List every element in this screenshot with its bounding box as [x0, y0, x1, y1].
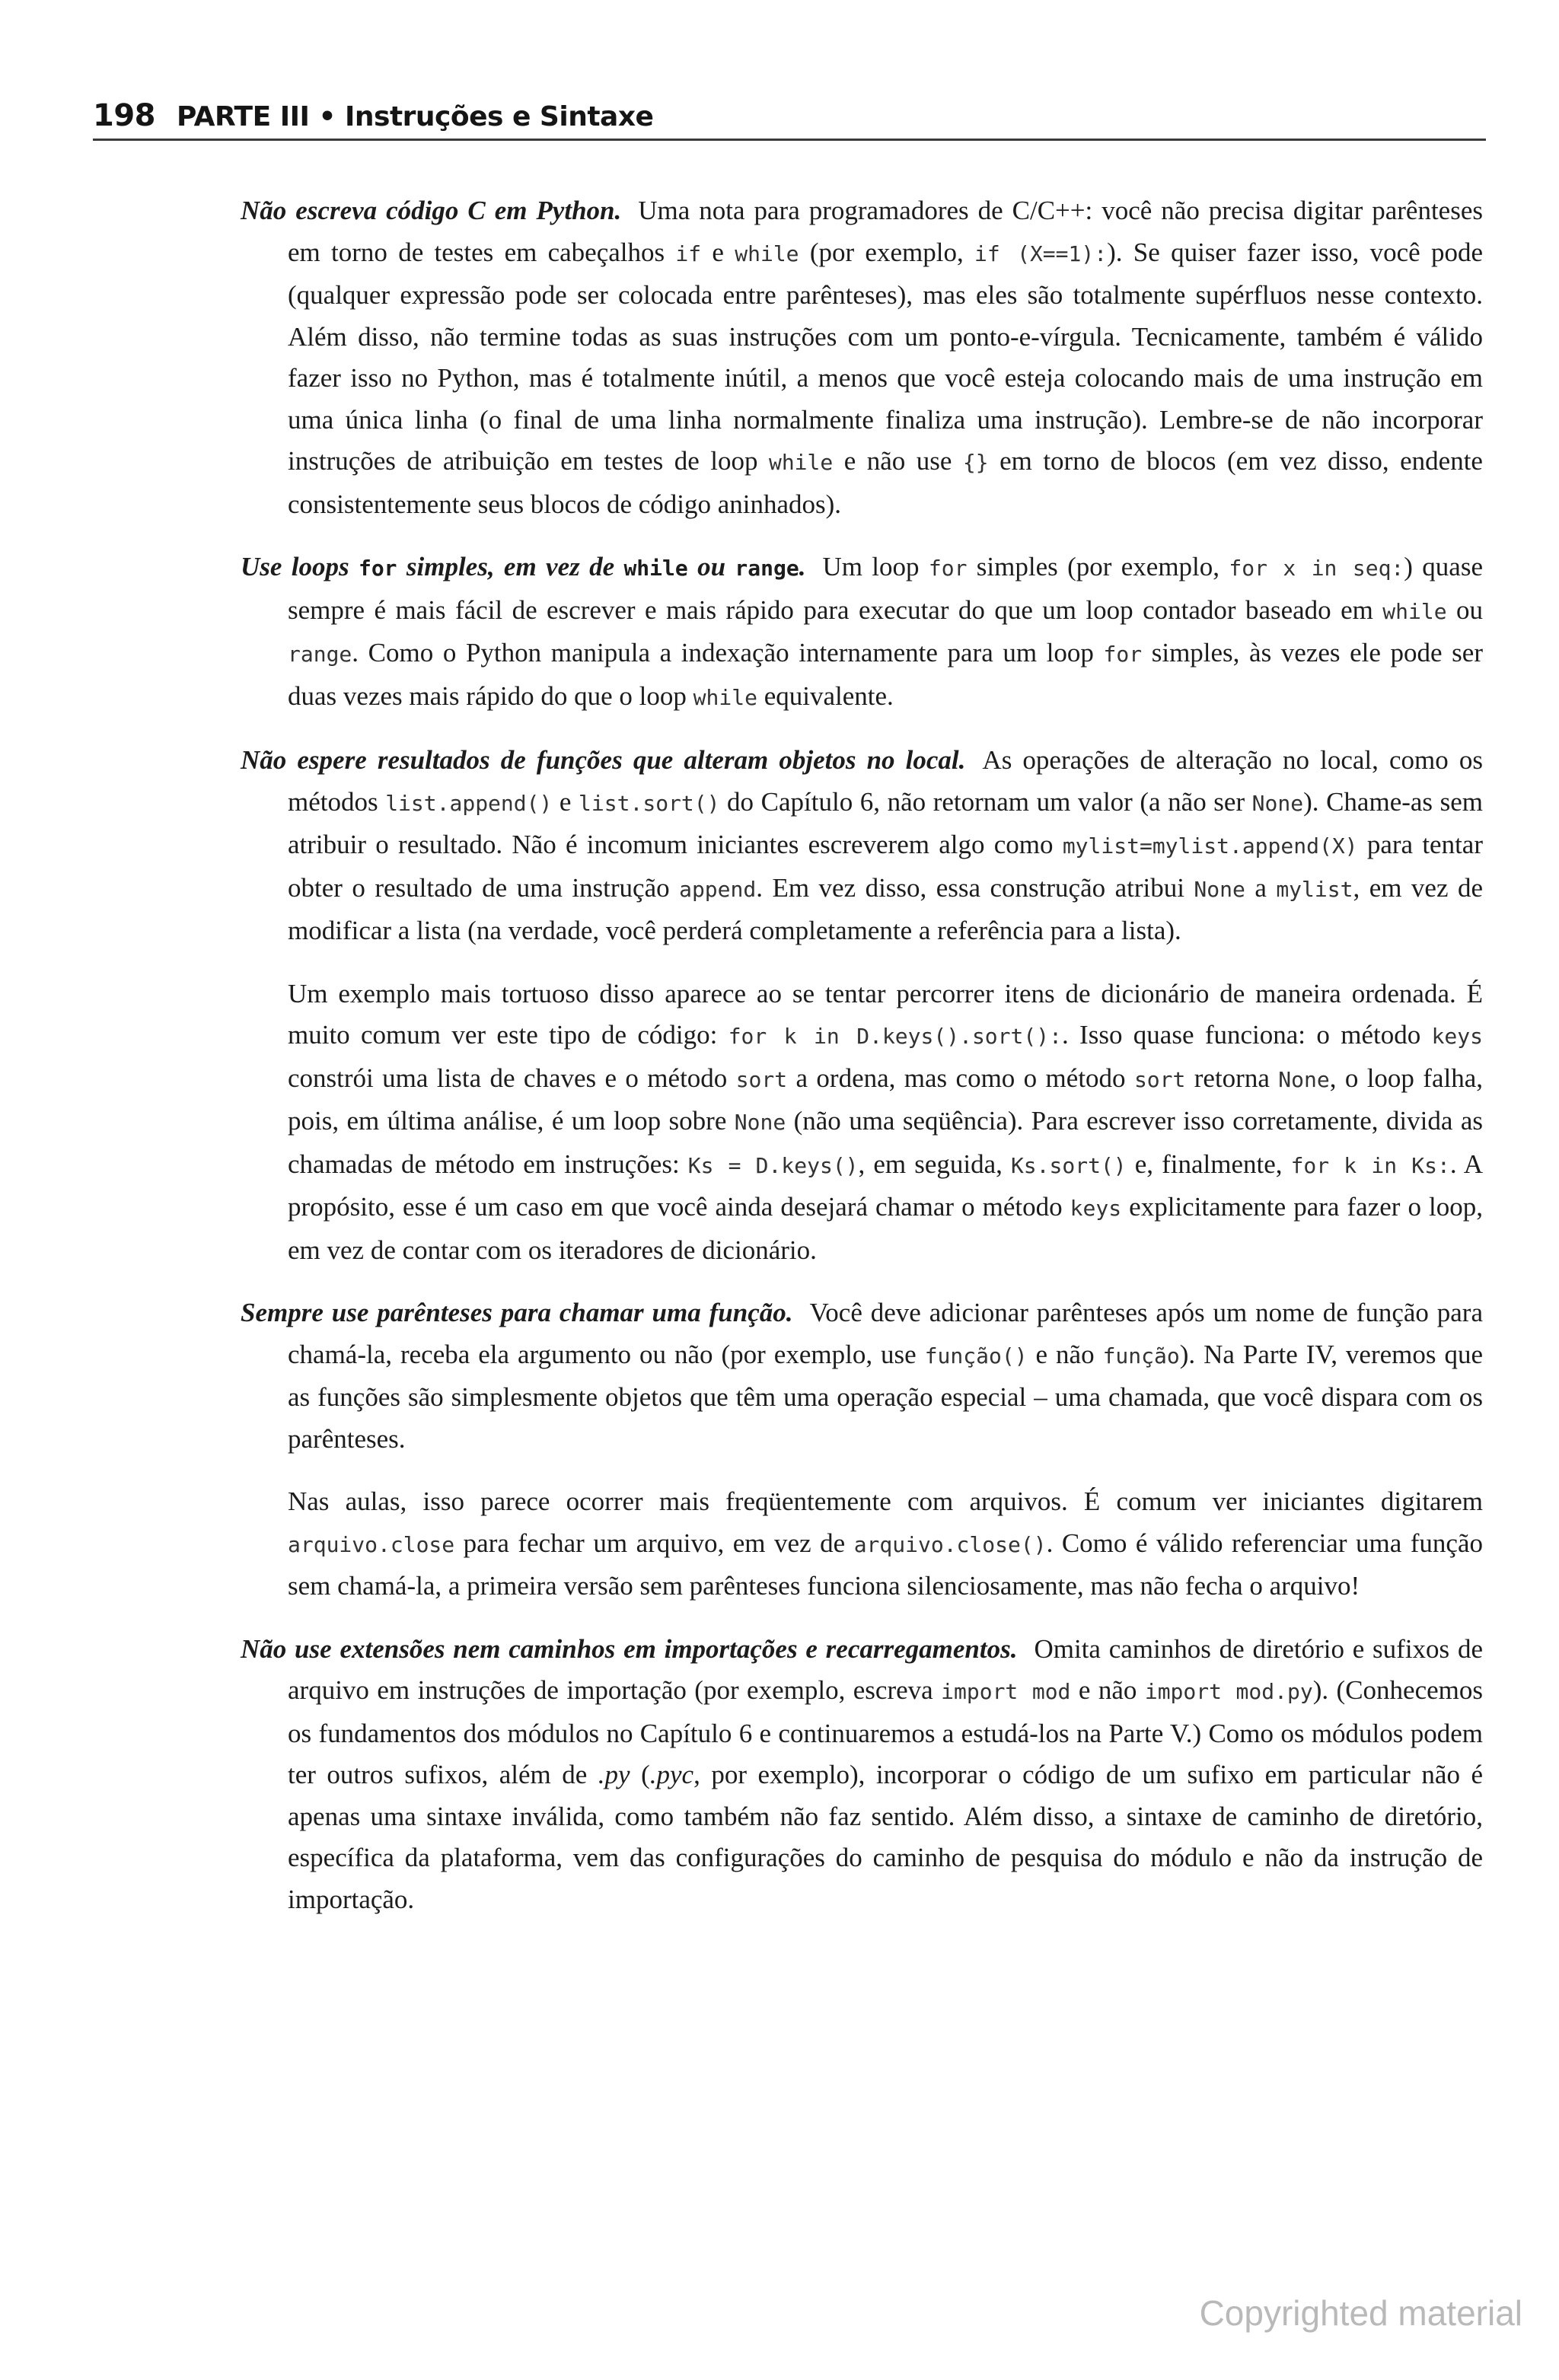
- inline-code: keys: [1431, 1024, 1483, 1049]
- inline-code: sort: [1133, 1066, 1186, 1092]
- text-run: simples, em vez de: [397, 552, 624, 581]
- text-run: Você deve adicionar parênteses após um nome de função para chamá-la, receba ela argumento ou não (por exemplo, use: [288, 1298, 1483, 1369]
- text-run: Um exemplo mais tortuoso disso aparece ao se tentar percorrer itens de dicionário de maneira ordenada. É muito comum ver este tipo de código:: [288, 978, 1483, 1050]
- inline-code: range: [735, 556, 799, 581]
- inline-code: range: [288, 642, 352, 667]
- inline-code: sort: [735, 1066, 788, 1092]
- inline-code: keys: [1070, 1196, 1122, 1221]
- text-run: a: [1245, 872, 1277, 903]
- inline-code: for x in seq:: [1229, 556, 1404, 581]
- text-run: . Como é válido referenciar uma função sem chamá-la, a primeira versão sem parênteses funciona silenciosamente, mas não fecha o arquivo!: [288, 1528, 1484, 1601]
- text-run: ) quase sempre é mais fácil de escrever e mais rápido para executar do que um loop contador baseado em: [288, 552, 1483, 625]
- text-run: ). Na Parte IV, veremos que as funções são simplesmente objetos que têm uma operação especial – uma chamada, que você dispara com os parênteses.: [288, 1339, 1484, 1454]
- text-run: Omita caminhos de diretório e sufixos de arquivo em instruções de importação (por exemplo, escreva: [288, 1633, 1483, 1705]
- text-run: ou: [687, 552, 735, 581]
- text-run: simples (por exemplo,: [967, 552, 1229, 581]
- text-run: Uma nota para programadores de C/C++: você não precisa digitar parênteses em torno de testes em cabeçalhos: [288, 196, 1483, 267]
- inline-code: função: [1102, 1343, 1180, 1368]
- text-run: Sempre use parênteses para chamar uma função.: [241, 1298, 793, 1327]
- text-run: equivalente.: [757, 680, 894, 711]
- text-run: do Capítulo 6, não retornam um valor (a não ser: [719, 786, 1252, 817]
- text-run: , o loop falha, pois, em última análise, é um loop sobre: [288, 1063, 1484, 1136]
- inline-code: mylist=mylist.append(X): [1062, 833, 1358, 859]
- inline-code: Ks = D.keys(): [687, 1152, 859, 1178]
- text-run: . A propósito, esse é um caso em que você ainda desejará chamar o método: [288, 1149, 1483, 1222]
- inline-code: import mod.py: [1144, 1679, 1313, 1704]
- text-run: As operações de alteração no local, como os métodos: [288, 745, 1483, 817]
- page-number: 198: [93, 98, 155, 133]
- inline-code: if: [675, 241, 702, 266]
- inline-code: while: [1382, 598, 1447, 624]
- tip-paragraph: [241, 546, 1483, 718]
- text-run: Não espere resultados de funções que alteram objetos no local.: [241, 745, 966, 775]
- text-run: constrói uma lista de chaves e o método: [288, 1063, 736, 1093]
- emphasis-text: .py: [598, 1760, 630, 1789]
- tip-paragraph: [241, 740, 1483, 952]
- text-run: e não: [1027, 1339, 1103, 1369]
- text-run: (não uma seqüência). Para escrever isso corretamente, divida as chamadas de método em instruções:: [288, 1106, 1483, 1179]
- inline-code: mylist: [1276, 876, 1353, 902]
- text-run: , em seguida,: [858, 1149, 1011, 1179]
- inline-code: append: [679, 876, 757, 902]
- text-run: para fechar um arquivo, em vez de: [454, 1528, 854, 1558]
- inline-code: for: [1103, 642, 1143, 667]
- tip-heading: [241, 1634, 1017, 1664]
- text-run: ). (Conhecemos os fundamentos dos módulos no Capítulo 6 e continuaremos a estudá-los na Parte V.) Como os módulos podem ter outros sufixos, além de: [288, 1675, 1484, 1789]
- text-run: . Isso quase funciona: o método: [1061, 1020, 1432, 1050]
- text-run: ou: [1446, 594, 1483, 625]
- text-run: em torno de blocos (em vez disso, endente consistentemente seus blocos de código aninhados).: [288, 446, 1483, 519]
- inline-code: list.append(): [385, 790, 553, 816]
- inline-code: for k in Ks:: [1290, 1152, 1450, 1178]
- inline-code: None: [1278, 1066, 1330, 1092]
- text-run: e: [701, 237, 735, 267]
- tip-paragraph: [241, 1629, 1483, 1921]
- text-run: (por exemplo,: [799, 237, 974, 267]
- inline-code: {}: [962, 450, 989, 475]
- inline-code: while: [768, 450, 834, 475]
- inline-code: import mod: [941, 1679, 1071, 1704]
- tip-sub-paragraph: [241, 1481, 1483, 1607]
- tip-paragraph: [241, 190, 1483, 525]
- text-run: Não escreva código C em Python.: [241, 196, 622, 225]
- text-run: (: [630, 1760, 650, 1789]
- tip-sub-paragraph: [241, 973, 1483, 1272]
- inline-code: função(): [924, 1343, 1028, 1368]
- text-run: a ordena, mas como o método: [787, 1063, 1134, 1093]
- inline-code: None: [734, 1110, 786, 1135]
- text-run: e não use: [833, 446, 963, 476]
- text-run: simples, às vezes ele pode ser duas vezes mais rápido do que o loop: [288, 638, 1483, 711]
- copyright-watermark: Copyrighted material: [1199, 2293, 1522, 2333]
- emphasis-text: .pyc: [649, 1760, 694, 1789]
- tip-heading: [241, 745, 965, 775]
- inline-code: if (X==1):: [974, 241, 1108, 266]
- inline-code: for: [928, 556, 968, 581]
- tip-heading: [241, 552, 805, 581]
- inline-code: for: [358, 556, 397, 581]
- tip-paragraph: [241, 1292, 1483, 1460]
- inline-code: while: [623, 556, 688, 581]
- text-run: e, finalmente,: [1126, 1149, 1291, 1179]
- text-run: ). Chame-as sem atribuir o resultado. Não é incomum iniciantes escreverem algo como: [288, 786, 1483, 859]
- inline-code: arquivo.close(): [853, 1531, 1047, 1557]
- inline-code: while: [693, 684, 757, 710]
- inline-code: Ks.sort(): [1010, 1152, 1127, 1178]
- inline-code: list.sort(): [579, 790, 720, 816]
- text-run: Um loop: [822, 552, 929, 581]
- text-run: ). Se quiser fazer isso, você pode (qualquer expressão pode ser colocada entre parênteses), mas eles são totalmente supérfluos nesse contexto. Além disso, não termine todas as suas instruções com um ponto-e-vírgula. Tecnicamente, também é válido fazer isso no Python, mas é totalmente inútil, a menos que você esteja colocando mais de uma instrução em uma única linha (o final de uma linha normalmente finaliza uma instrução). Lembre-se de não incorporar instruções de atribuição em testes de loop: [288, 237, 1483, 476]
- text-run: , por exemplo), incorporar o código de um sufixo em particular não é apenas uma sintaxe inválida, como também não faz sentido. Além disso, a sintaxe de caminho de diretório, específica da plataforma, vem das configurações do caminho de pesquisa do módulo e não da instrução de importação.: [288, 1760, 1483, 1914]
- text-run: . Como o Python manipula a indexação internamente para um loop: [352, 638, 1104, 667]
- header-rule: [93, 139, 1486, 141]
- text-run: . Em vez disso, essa construção atribui: [756, 872, 1194, 903]
- text-run: .: [799, 552, 806, 581]
- text-run: e não: [1070, 1675, 1145, 1705]
- text-run: e: [552, 786, 579, 817]
- running-header: [93, 97, 1486, 135]
- text-run: Use loops: [241, 552, 359, 581]
- text-run: explicitamente para fazer o loop, em vez de contar com os iteradores de dicionário.: [288, 1192, 1483, 1265]
- inline-code: arquivo.close: [288, 1531, 455, 1557]
- inline-code: None: [1194, 876, 1245, 902]
- tip-heading: [241, 196, 621, 225]
- text-run: retorna: [1185, 1063, 1279, 1093]
- text-run: para tentar obter o resultado de uma instrução: [288, 830, 1483, 903]
- inline-code: for k in D.keys().sort():: [728, 1024, 1062, 1049]
- tips-content: [241, 190, 1483, 1942]
- text-run: , em vez de modificar a lista (na verdade, você perderá completamente a referência para a lista).: [288, 872, 1483, 945]
- inline-code: while: [735, 241, 799, 266]
- tip-body: [288, 196, 1483, 519]
- text-run: Nas aulas, isso parece ocorrer mais freqüentemente com arquivos. É comum ver iniciantes digitarem: [288, 1486, 1483, 1516]
- part-title: PARTE III • Instruções e Sintaxe: [177, 101, 654, 132]
- text-run: Não use extensões nem caminhos em importações e recarregamentos.: [241, 1633, 1018, 1664]
- tip-body: [288, 745, 1483, 945]
- tip-heading: [241, 1298, 793, 1327]
- tip-body: [288, 1634, 1483, 1914]
- inline-code: None: [1251, 790, 1304, 816]
